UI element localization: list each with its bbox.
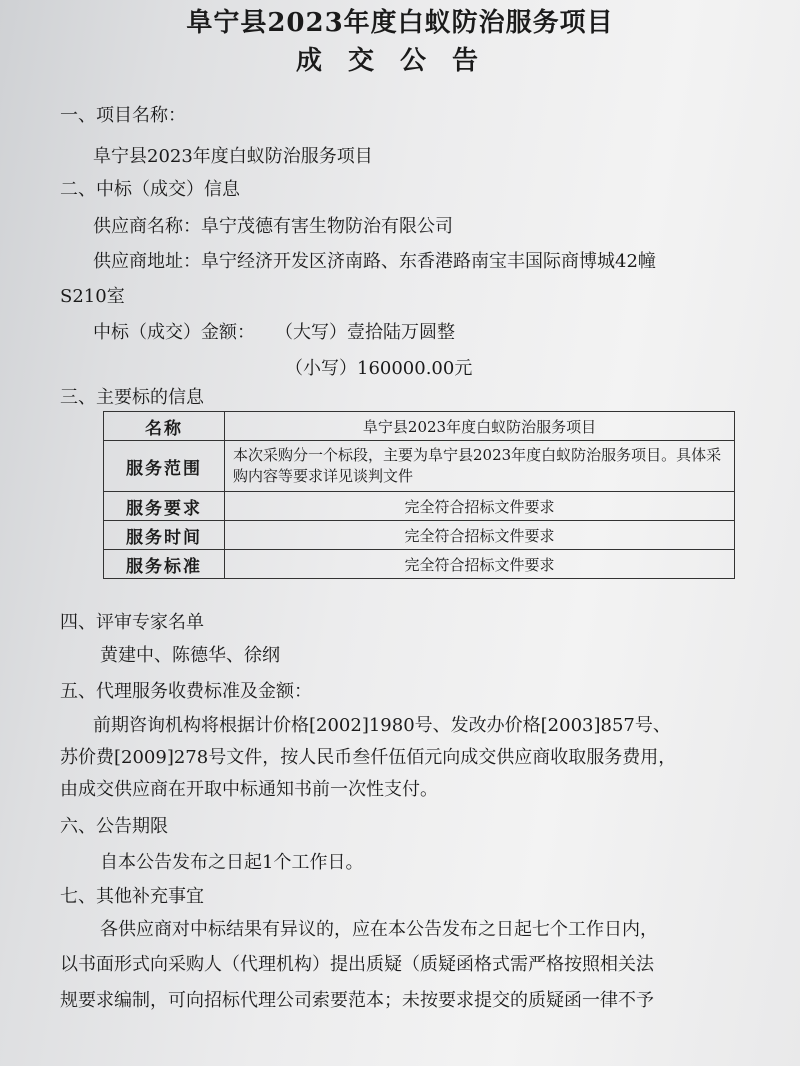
table-label: 服务时间 <box>104 521 225 550</box>
notice-period: 自本公告发布之日起1个工作日。 <box>100 852 364 873</box>
section-6-heading: 六、公告期限 <box>60 816 168 837</box>
table-value: 阜宁县2023年度白蚁防治服务项目 <box>225 412 735 441</box>
supplier-address: 供应商地址：阜宁经济开发区济南路、东香港路南宝丰国际商博城42幢 <box>93 251 656 272</box>
section-5-heading: 五、代理服务收费标准及金额： <box>60 681 312 702</box>
table-row <box>104 550 735 579</box>
table-row <box>104 492 735 521</box>
supplier-name: 供应商名称：阜宁茂德有害生物防治有限公司 <box>93 216 453 237</box>
section-7-heading: 七、其他补充事宜 <box>60 886 204 907</box>
table-row <box>104 412 735 441</box>
table-label: 服务范围 <box>104 441 225 492</box>
table-row <box>104 521 735 550</box>
table-value: 完全符合招标文件要求 <box>225 492 735 521</box>
table-label: 服务要求 <box>104 492 225 521</box>
section-3-heading: 三、主要标的信息 <box>60 387 204 408</box>
table-label: 名称 <box>104 412 225 441</box>
doc-title: 阜宁县2023年度白蚁防治服务项目 <box>186 8 614 38</box>
section-1-heading: 一、项目名称： <box>60 105 186 126</box>
other-line-3: 规要求编制，可向招标代理公司索要范本；未按要求提交的质疑函一律不予 <box>60 990 654 1011</box>
table-row <box>104 441 735 492</box>
fee-line-1: 前期咨询机构将根据计价格[2002]1980号、发改办价格[2003]857号、 <box>93 715 671 736</box>
supplier-address-cont: S210室 <box>60 286 125 307</box>
table-value: 完全符合招标文件要求 <box>225 521 735 550</box>
table-value: 本次采购分一个标段，主要为阜宁县2023年度白蚁防治服务项目。具体采购内容等要求详见谈判文件 <box>225 441 735 492</box>
fee-line-2: 苏价费[2009]278号文件，按人民币叁仟伍佰元向成交供应商收取服务费用， <box>60 747 677 768</box>
amount-lower: （小写）160000.00元 <box>285 358 473 379</box>
other-line-1: 各供应商对中标结果有异议的，应在本公告发布之日起七个工作日内， <box>100 919 658 940</box>
subject-info-table <box>103 411 735 579</box>
fee-line-3: 由成交供应商在开取中标通知书前一次性支付。 <box>60 779 438 800</box>
section-2-heading: 二、中标（成交）信息 <box>60 179 240 200</box>
table-value: 完全符合招标文件要求 <box>225 550 735 579</box>
project-name: 阜宁县2023年度白蚁防治服务项目 <box>93 146 373 167</box>
table-label: 服务标准 <box>104 550 225 579</box>
amount-label: 中标（成交）金额： <box>93 322 255 343</box>
expert-list: 黄建中、陈德华、徐纲 <box>100 645 280 666</box>
section-4-heading: 四、评审专家名单 <box>60 612 204 633</box>
doc-subtitle: 成交公告 <box>295 46 504 76</box>
amount-upper: （大写）壹拾陆万圆整 <box>275 322 455 343</box>
other-line-2: 以书面形式向采购人（代理机构）提出质疑（质疑函格式需严格按照相关法 <box>60 954 654 975</box>
